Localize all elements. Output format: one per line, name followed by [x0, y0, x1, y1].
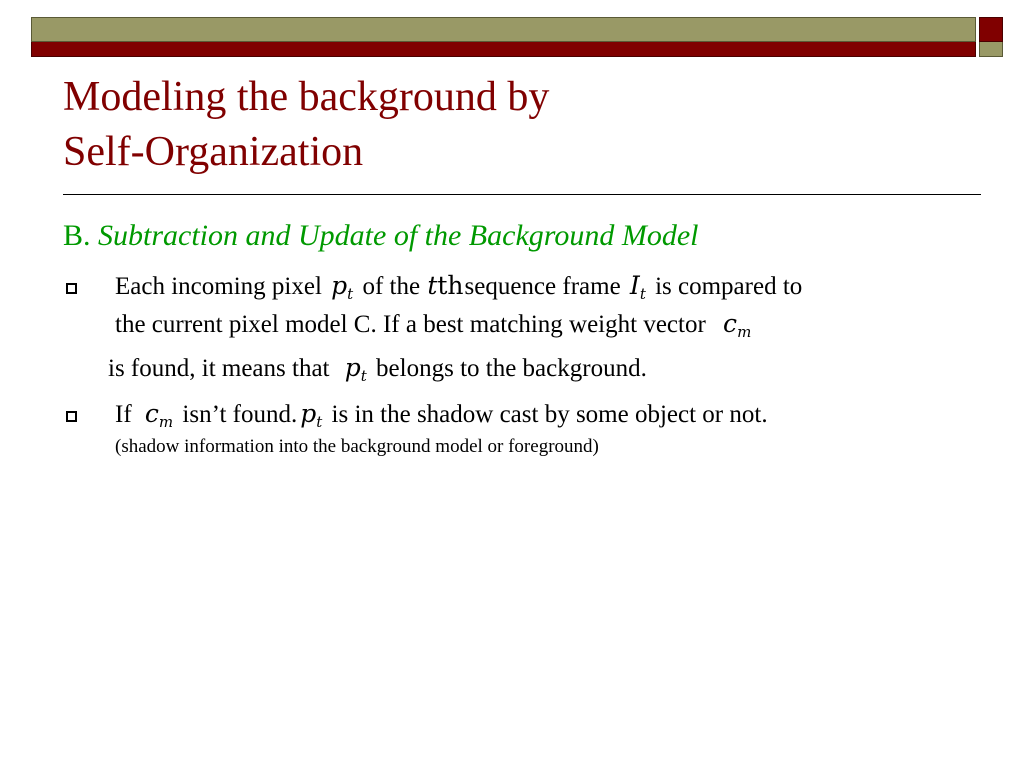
math-base: p	[331, 271, 348, 300]
math-p-t	[328, 271, 356, 301]
math-c-m	[720, 309, 754, 339]
math-base: I	[629, 271, 640, 300]
text-segment: the current pixel model C. If a best matching weight vector	[115, 311, 706, 338]
math-p-t	[297, 399, 325, 429]
text-segment: If	[115, 401, 132, 428]
corner-square-maroon	[979, 17, 1003, 42]
slide-title-line2: Self-Organization	[63, 129, 364, 175]
text-segment: (shadow information into the background model or foreground)	[115, 436, 599, 457]
bullet2-line1	[115, 399, 768, 430]
math-base: p	[344, 353, 361, 382]
math-I-t	[627, 271, 649, 301]
text-segment: belongs to the background.	[376, 355, 647, 382]
title-divider	[63, 194, 981, 195]
text-segment: is found, it means that	[108, 355, 330, 382]
text-segment: is in the shadow cast by some object or not.	[331, 401, 768, 428]
top-bar-olive	[31, 17, 976, 42]
slide-title	[63, 70, 963, 180]
math-sub: m	[158, 413, 174, 431]
math-sub: m	[737, 323, 752, 341]
bullet-square-icon	[66, 411, 77, 422]
corner-square-olive	[979, 42, 1003, 57]
bullet1-line1	[115, 271, 802, 302]
math-th: th	[437, 271, 464, 300]
slide-title-line1: Modeling the background by	[63, 74, 550, 120]
math-base: p	[300, 399, 317, 428]
bullet2-line2	[115, 435, 599, 459]
math-base: t	[427, 271, 438, 300]
math-sub: t	[316, 413, 323, 431]
math-sub: t	[347, 285, 354, 303]
text-segment: of the	[362, 273, 421, 300]
subheading-prefix: B.	[63, 219, 91, 252]
text-segment: sequence frame	[464, 273, 621, 300]
text-segment: Each incoming pixel	[115, 273, 322, 300]
math-sub: t	[639, 285, 646, 303]
bullet1-line2	[115, 309, 754, 340]
text-segment: is compared to	[655, 273, 803, 300]
bullet1-line3	[108, 353, 647, 384]
math-sub: t	[360, 367, 367, 385]
math-base: c	[144, 399, 159, 428]
top-bar-maroon	[31, 42, 976, 57]
bullet-square-icon	[66, 283, 77, 294]
subheading-text: Subtraction and Update of the Background Model	[98, 219, 699, 252]
math-base: c	[723, 309, 738, 338]
math-p-t	[342, 353, 370, 383]
math-c-m	[142, 399, 176, 429]
text-segment: isn’t found.	[182, 401, 298, 428]
math-t-th	[426, 271, 464, 301]
subheading	[63, 216, 698, 256]
